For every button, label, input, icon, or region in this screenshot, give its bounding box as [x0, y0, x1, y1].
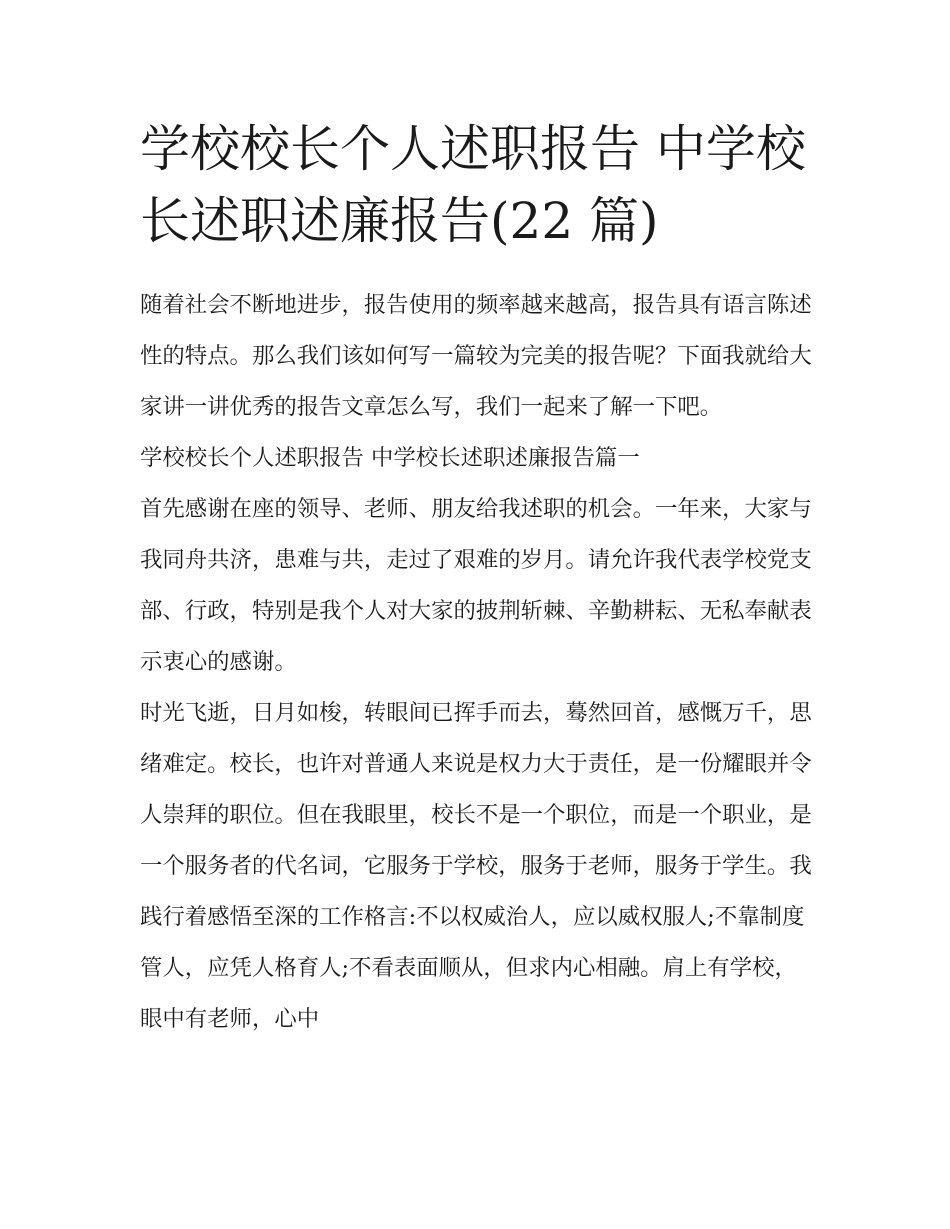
body-paragraph: 时光飞逝，日月如梭，转眼间已挥手而去，蓦然回首，感慨万千，思绪难定。校长，也许对普通人来说是权力大于责任，是一份耀眼并令人崇拜的职位。但在我眼里，校长不是一个职位，而是一个职业，是一个服务者的代名词，它服务于学校，服务于老师，服务于学生。我践行着感悟至深的工作格言:不以权威治人，应以威权服人;不靠制度管人，应凭人格育人;不看表面顺从，但求内心相融。肩上有学校，眼中有老师，心中: [140, 700, 812, 1032]
document-body: [140, 280, 812, 1045]
document-title: 学校校长个人述职报告 中学校长述职述廉报告(22 篇): [140, 120, 806, 250]
section-heading: 学校校长个人述职报告 中学校长述职述廉报告篇一: [140, 445, 640, 471]
body-paragraph: 首先感谢在座的领导、老师、朋友给我述职的机会。一年来，大家与我同舟共济，患难与共，走过了艰难的岁月。请允许我代表学校党支部、行政，特别是我个人对大家的披荆斩棘、辛勤耕耘、无私奉献表示衷心的感谢。: [140, 496, 812, 675]
intro-paragraph: 随着社会不断地进步，报告使用的频率越来越高，报告具有语言陈述性的特点。那么我们该如何写一篇较为完美的报告呢？下面我就给大家讲一讲优秀的报告文章怎么写，我们一起来了解一下吧。: [140, 292, 812, 420]
